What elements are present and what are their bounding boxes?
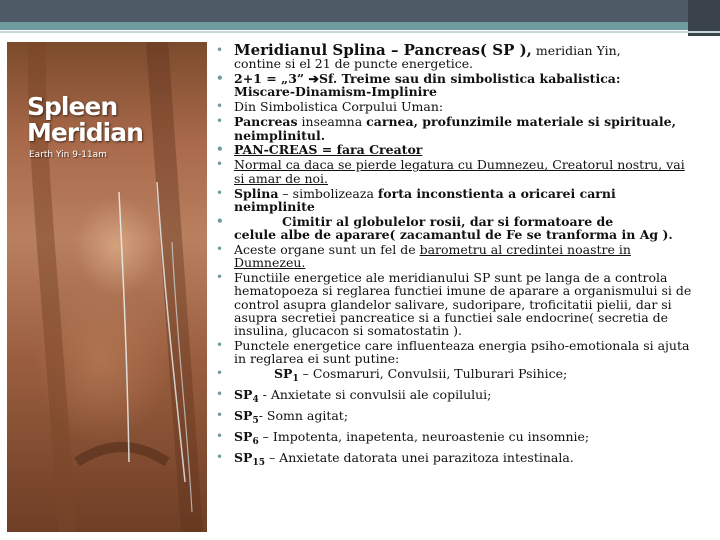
meridian-title: Meridianul Splina – Pancreas( SP ),	[234, 41, 532, 59]
bullet-item: • Cimitir al globulelor rosii, dar si formatoare de celule albe de aparare( zacamantul de Fe se tranforma in Ag ).	[216, 215, 696, 242]
bullet-item: • $SP_4$ - Anxietate si convulsii ale copilului;	[216, 388, 696, 407]
bullet-item: • PAN-CREAS = fara Creator	[216, 143, 696, 156]
bullet-item: • Splina – simbolizeaza forta inconstienta a oricarei carni neimplinite	[216, 187, 696, 214]
title-bar-accent	[0, 22, 720, 30]
bullet-item: • Din Simbolistica Corpului Uman:	[216, 100, 696, 113]
title-bar-divider	[0, 31, 720, 33]
bullet-item: • Punctele energetice care influenteaza energia psiho-emotionala si ajuta in reglarea ei sunt putine:	[216, 339, 696, 366]
bullet-item: • Functiile energetice ale meridianului SP sunt pe langa de a controla hematopoeza si reglarea functiei imune de aparare a organismului si de control asupra glandelor salivare, sudoripare, troficitatii pielii, dar si asupra secretiei pancreatice si a functiei sale endocrine( secretia de insulina, glucacon si somatostatin ).	[216, 271, 696, 337]
bullet-item: • $SP_{15}$ – Anxietate datorata unei parazitoza intestinala.	[216, 451, 696, 470]
bullet-item: • Normal ca daca se pierde legatura cu Dumnezeu, Creatorul nostru, vai si amar de noi.	[216, 158, 696, 185]
photo-title	[27, 94, 177, 146]
photo-subtitle: Earth Yin 9-11am	[29, 150, 107, 160]
bullet-item: • $SP_1$ – Cosmaruri, Convulsii, Tulburari Psihice;	[216, 367, 696, 386]
bullet-list	[216, 41, 696, 470]
bullet-item: • 2+1 = „3” ➔Sf. Treime sau din simbolistica kabalistica: Miscare-Dinamism-Implinire	[216, 72, 696, 99]
bullet-item: • Pancreas inseamna carnea, profunzimile materiale si spirituale, neimplinitul.	[216, 115, 696, 142]
bullet-item: • Aceste organe sunt un fel de barometru al credintei noastre in Dumnezeu.	[216, 243, 696, 270]
bullet-item: • $SP_5-$ Somn agitat;	[216, 409, 696, 428]
spleen-meridian-photo	[7, 42, 207, 532]
bullet-item: • Meridianul Splina – Pancreas( SP ), meridian Yin, contine si el 21 de puncte energetice.	[216, 44, 696, 71]
photo-title-line1: Spleen	[27, 92, 118, 121]
photo-title-line2: Meridian	[27, 118, 143, 147]
bullet-item: • $SP_6$ – Impotenta, inapetenta, neuroastenie cu insomnie;	[216, 430, 696, 449]
slide-content	[216, 41, 696, 472]
